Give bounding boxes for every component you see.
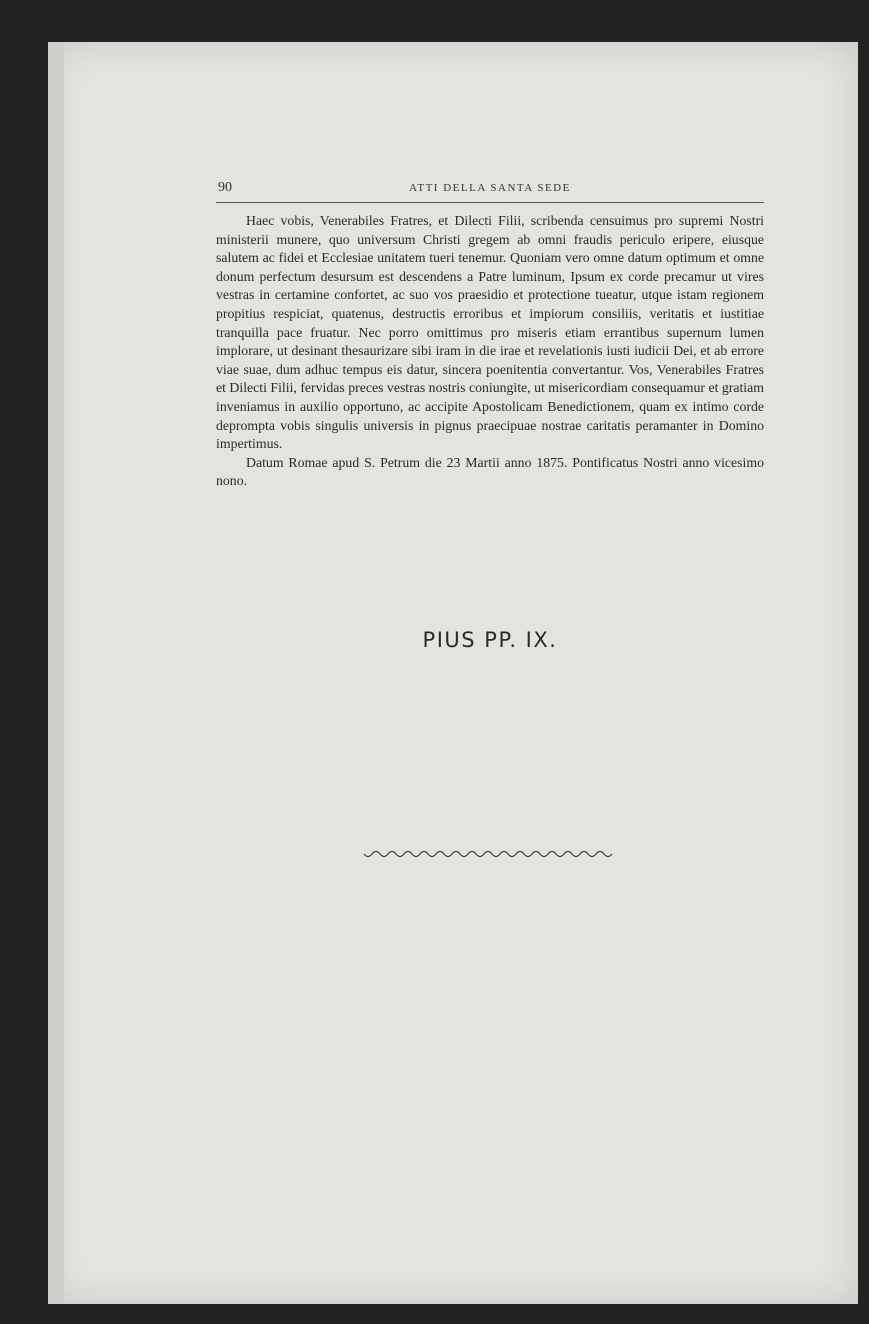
page-gutter-edge <box>48 42 64 1304</box>
page-number: 90 <box>218 180 232 195</box>
ornamental-rule <box>360 848 620 862</box>
paragraph-dating: Datum Romae apud S. Petrum die 23 Martii anno 1875. Pontificatus Nostri anno vicesimo nono. <box>216 454 764 489</box>
page-header <box>216 180 764 203</box>
body-text <box>216 212 764 491</box>
papal-signature: PIUS PP. IX. <box>422 628 558 652</box>
paragraph-benediction: Haec vobis, Venerabiles Fratres, et Dilecti Filii, scribenda censuimus pro supremi Nostri ministerii munere, quo universum Christi gregem ab omni fraudis periculo eripere, eiusque salutem ac fidei et Ecclesiae unitatem tueri tenemur. Quoniam vero omne datum optimum et omne donum perfectum desursum est descendens a Patre luminum, Ipsum ex corde precamur ut vires vestras in certamine confortet, ac suo vos praesidio et protectione tueatur, utque istam regionem propitius respiciat, quatenus, destructis erroribus et impiorum consiliis, veritatis et iustitiae tranquilla pace fruatur. Nec porro omittimus pro miseris etiam errantibus supernum lumen implorare, ut desinant thesaurizare sibi iram in die irae et revelationis iusti iudicii Dei, et ab errore viae suae, dum adhuc tempus eis datur, sincera poenitentia convertantur. Vos, Venerabiles Fratres et Dilecti Filii, fervidas preces vestras nostris coniungite, ut misericordiam consequamur et gratiam inveniamus in auxilio opportuno, ac accipite Apostolicam Benedictionem, quam ex intimo corde deprompta vobis singulis universis in pignus praecipuae nostrae caritatis peramanter in Domino impertimus. <box>216 213 764 452</box>
running-title: ATTI DELLA SANTA SEDE <box>409 182 571 194</box>
